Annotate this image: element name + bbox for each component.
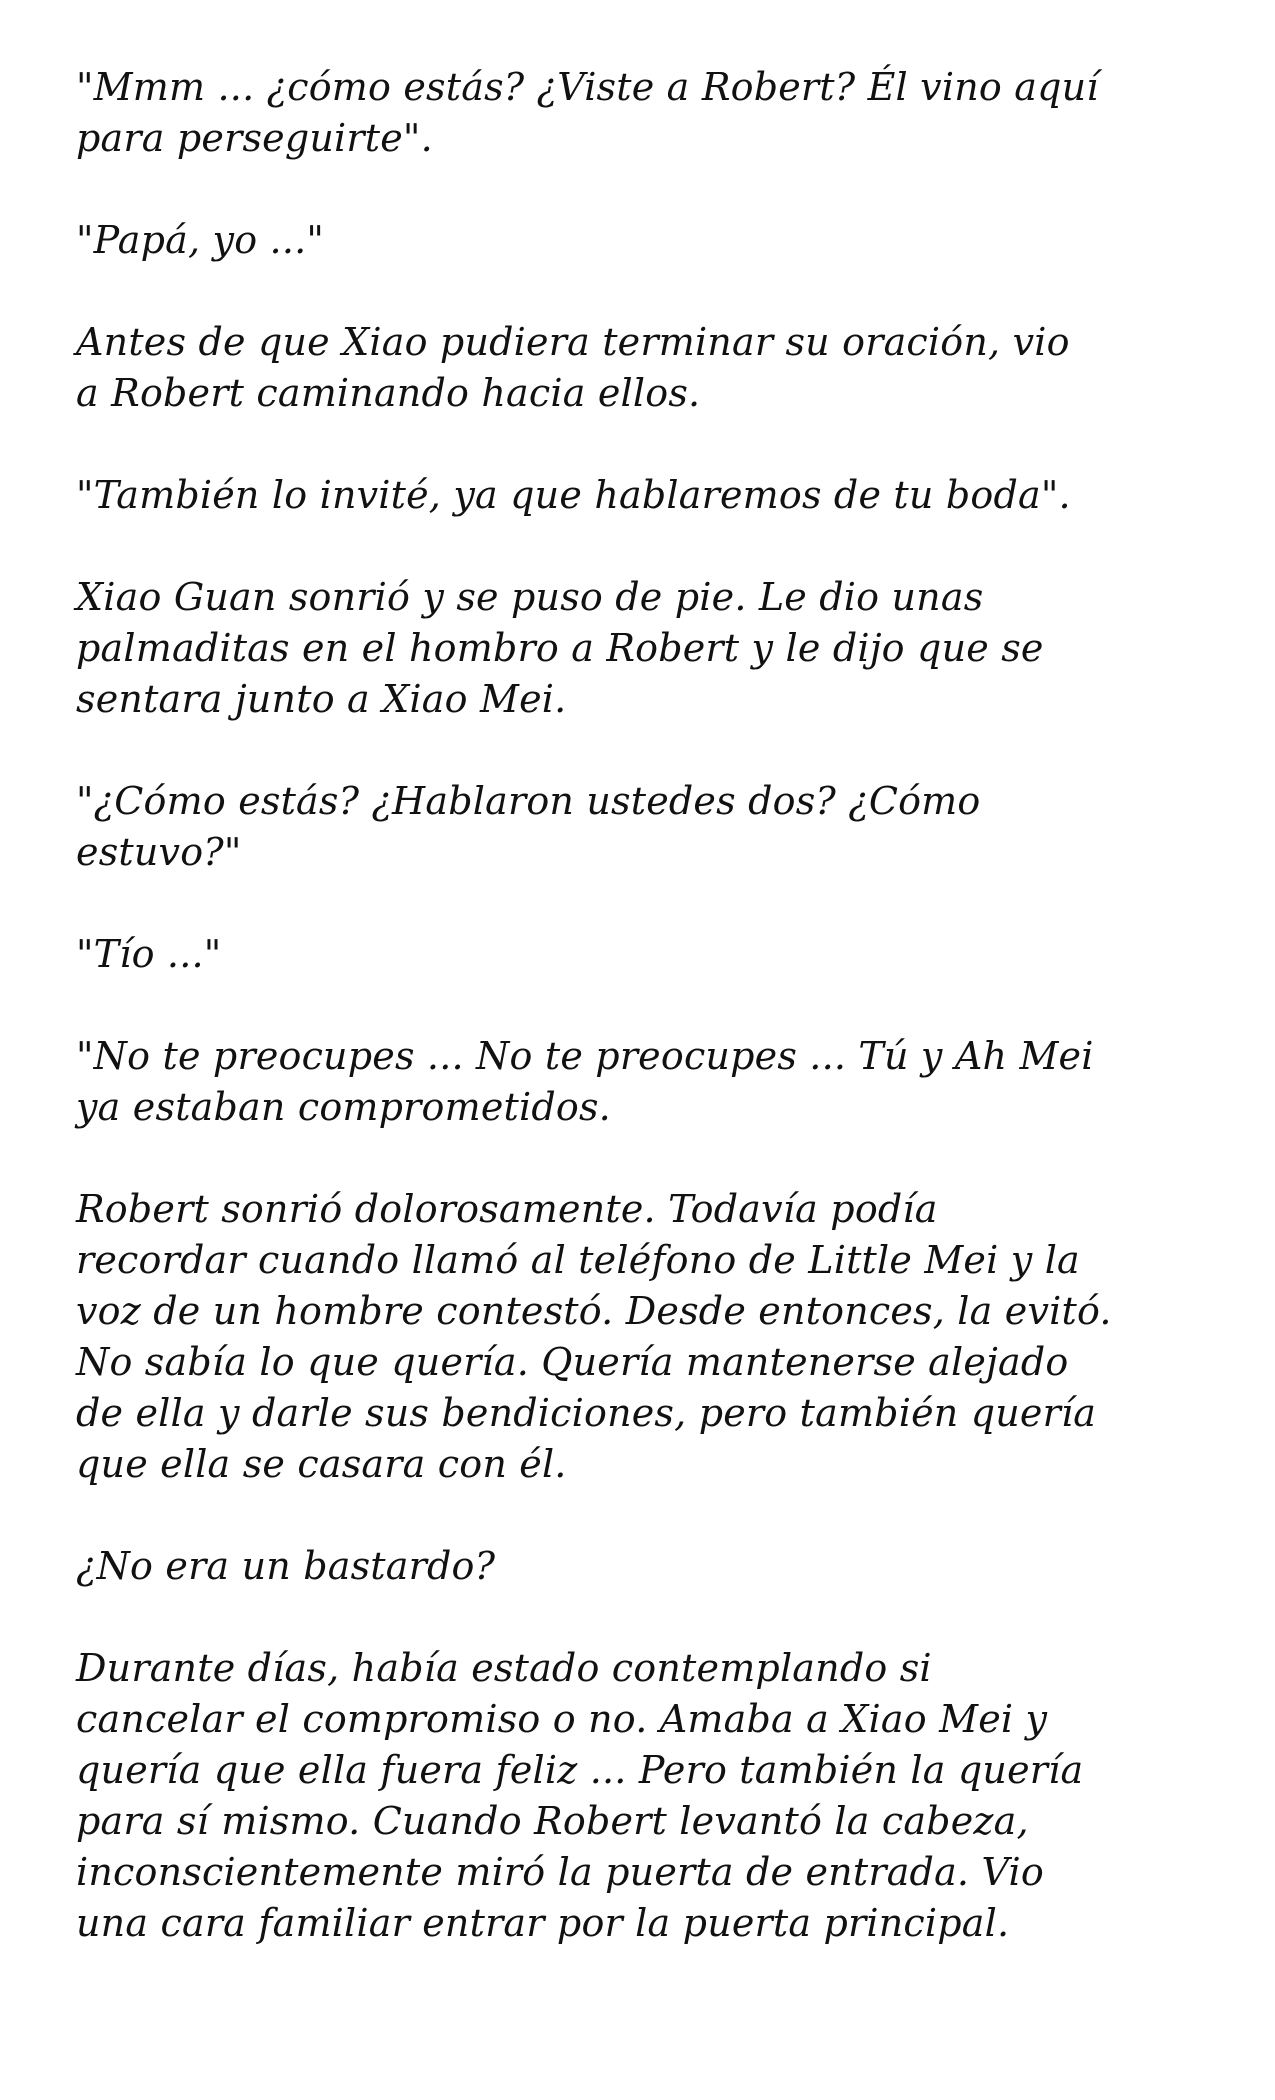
paragraph-10: ¿No era un bastardo? [76, 1544, 496, 1588]
paragraph-5: Xiao Guan sonrió y se puso de pie. Le dio unas palmaditas en el hombro a Robert y le dijo que se sentara junto a Xiao Mei. [76, 575, 1044, 721]
paragraph-8: "No te preocupes ... No te preocupes ... Tú y Ah Mei ya estaban comprometidos. [76, 1034, 1094, 1129]
paragraph-6: "¿Cómo estás? ¿Hablaron ustedes dos? ¿Cómo estuvo?" [76, 779, 981, 874]
paragraph-11: Durante días, había estado contemplando si cancelar el compromiso o no. Amaba a Xiao Mei y quería que ella fuera feliz ... Pero también la quería para sí mismo. Cuando Robert levantó la cabeza, inconscientemente miró la puerta de entrada. Vio una cara familiar entrar por la puerta principal. [76, 1646, 1084, 1945]
paragraph-7: "Tío ..." [76, 932, 222, 976]
paragraph-1: "Mmm ... ¿cómo estás? ¿Viste a Robert? Él vino aquí para perseguirte". [76, 65, 1099, 160]
paragraph-2: "Papá, yo ..." [76, 218, 325, 262]
paragraph-3: Antes de que Xiao pudiera terminar su oración, vio a Robert caminando hacia ellos. [76, 320, 1070, 415]
paragraph-9: Robert sonrió dolorosamente. Todavía podía recordar cuando llamó al teléfono de Little Mei y la voz de un hombre contestó. Desde entonces, la evitó. No sabía lo que quería. Quería mantenerse alejado de ella y darle sus bendiciones, pero también quería que ella se casara con él. [76, 1187, 1112, 1486]
paragraph-4: "También lo invité, ya que hablaremos de tu boda". [76, 473, 1071, 517]
